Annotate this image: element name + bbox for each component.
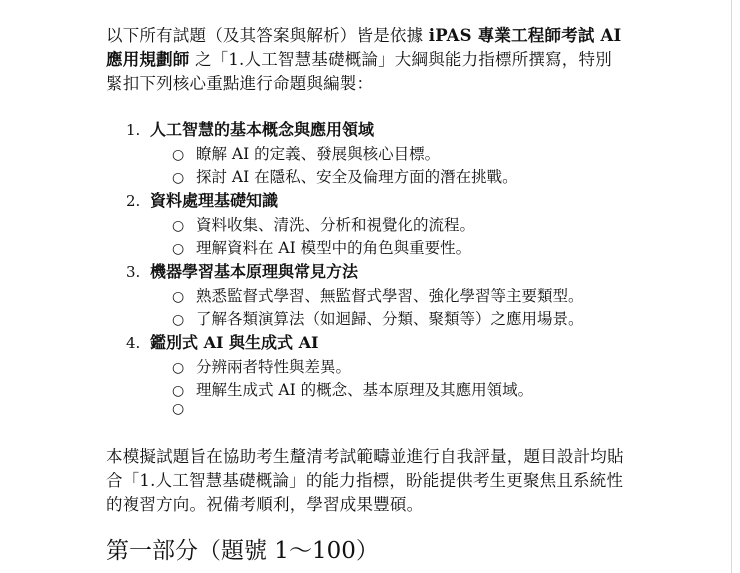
bullet-text: 熟悉監督式學習、無監督式學習、強化學習等主要類型。: [196, 287, 584, 305]
outro-paragraph: 本模擬試題旨在協助考生釐清考試範疇並進行自我評量，題目設計均貼合「1.人工智慧基礎概論」的能力指標，盼能提供考生更聚焦且系統性的複習方向。祝備考順利，學習成果豐碩。: [106, 447, 624, 514]
part-heading: 第一部分（題號 1～100）: [106, 538, 379, 564]
hollow-circle-bullet-icon: ○: [172, 241, 185, 257]
topic-item-1: [126, 117, 626, 142]
topic-number: 4.: [126, 334, 141, 352]
topic-bullet: [172, 165, 626, 188]
topic-bullet: [172, 236, 626, 259]
hollow-circle-bullet-icon: ○: [172, 147, 185, 163]
hollow-circle-bullet-icon: ○: [172, 383, 185, 399]
hollow-circle-bullet-icon: ○: [172, 360, 185, 376]
topic-bullet: [172, 142, 626, 165]
topic-title: 機器學習基本原理與常見方法: [150, 262, 359, 281]
bullet-text: 資料收集、清洗、分析和視覺化的流程。: [196, 216, 476, 234]
bullet-text: 分辨兩者特性與差異。: [196, 358, 352, 376]
core-topics-list: [106, 117, 626, 424]
topic-bullet-empty: [172, 401, 626, 424]
bullet-text: 了解各類演算法（如迴歸、分類、聚類等）之應用場景。: [196, 310, 584, 328]
page-edge-divider: [731, 0, 732, 573]
intro-exam-name: iPAS 專業工程師考試 AI 應用規劃師: [106, 26, 622, 69]
topic-number: 3.: [126, 263, 141, 281]
hollow-circle-bullet-icon: ○: [172, 170, 185, 186]
topic-item-4: [126, 330, 626, 355]
bullet-text: 理解資料在 AI 模型中的角色與重要性。: [196, 239, 472, 257]
topic-bullet: [172, 284, 626, 307]
topic-bullet: [172, 378, 626, 401]
bullet-text: 瞭解 AI 的定義、發展與核心目標。: [196, 145, 441, 163]
intro-text-start: 以下所有試題（及其答案與解析）皆是依據: [106, 26, 424, 45]
topic-item-2: [126, 188, 626, 213]
topic-number: 2.: [126, 192, 141, 210]
bullet-text: 理解生成式 AI 的概念、基本原理及其應用領域。: [196, 381, 534, 399]
bullet-text: 探討 AI 在隱私、安全及倫理方面的潛在挑戰。: [196, 168, 518, 186]
topic-title: 鑑別式 AI 與生成式 AI: [150, 333, 319, 352]
topic-item-3: [126, 259, 626, 284]
intro-text-end: 之「1.人工智慧基礎概論」大綱與能力指標所撰寫，特別緊扣下列核心重點進行命題與編製：: [106, 50, 612, 93]
topic-title: 資料處理基礎知識: [150, 191, 279, 210]
topic-bullet: [172, 355, 626, 378]
document-page: [106, 24, 626, 566]
topic-number: 1.: [126, 121, 141, 139]
hollow-circle-bullet-icon: ○: [172, 289, 185, 305]
hollow-circle-bullet-icon: ○: [172, 312, 185, 328]
topic-bullet: [172, 213, 626, 236]
topic-bullet: [172, 307, 626, 330]
intro-paragraph: [106, 24, 626, 96]
topic-title: 人工智慧的基本概念與應用領域: [150, 120, 375, 139]
hollow-circle-bullet-icon: ○: [172, 401, 185, 417]
hollow-circle-bullet-icon: ○: [172, 218, 185, 234]
